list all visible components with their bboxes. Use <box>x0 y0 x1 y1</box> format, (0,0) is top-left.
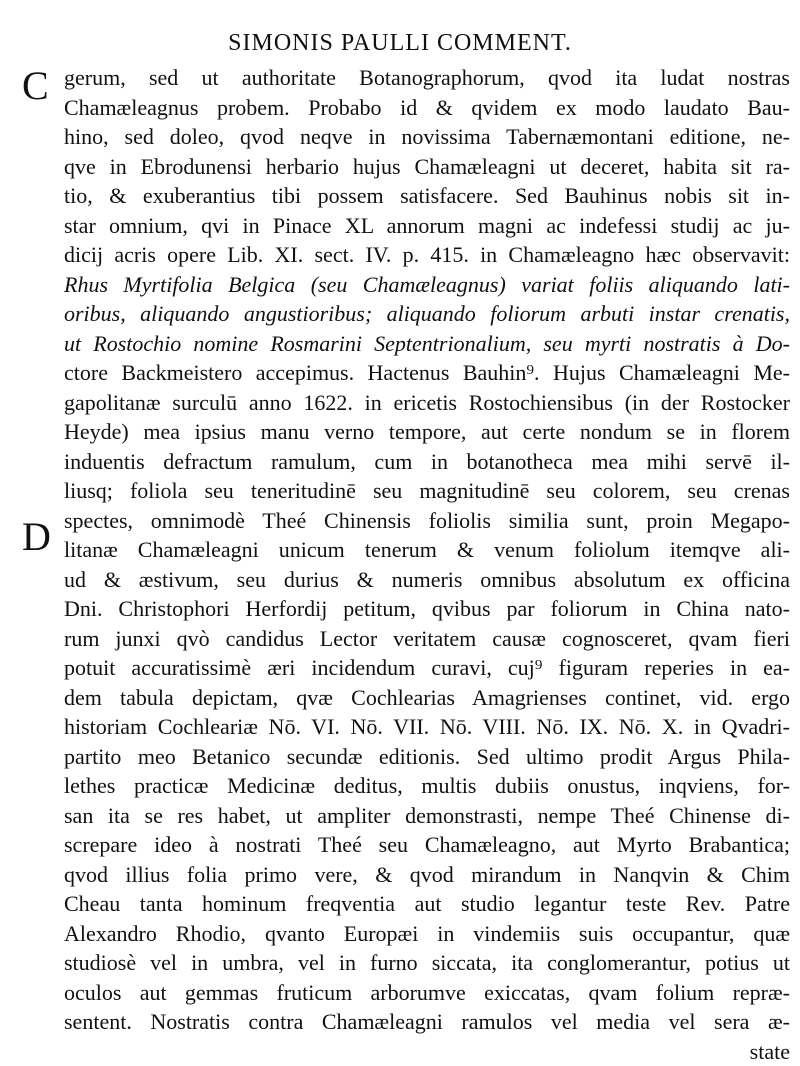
text-line: ut Rostochio nomine Rosmarini Septentrionalium, seu myrti nostratis à Do- <box>64 329 790 359</box>
text-line: hino, sed doleo, qvod neqve in novissima Tabernæmontani editione, ne- <box>64 122 790 152</box>
text-line: Cheau tanta hominum freqventia aut studio legantur teste Rev. Patre <box>64 889 790 919</box>
text-line: partito meo Betanico secundæ editionis. Sed ultimo prodit Argus Phila- <box>64 742 790 772</box>
text-line: star omnium, qvi in Pinace XL annorum magni ac indefessi studij ac ju- <box>64 211 790 241</box>
text-line: gerum, sed ut authoritate Botanographorum, qvod ita ludat nostras <box>64 63 790 93</box>
text-line: Alexandro Rhodio, qvanto Europæi in vindemiis suis occupantur, quæ <box>64 919 790 949</box>
text-line: ud & æstivum, seu durius & numeris omnibus absolutum ex officina <box>64 565 790 595</box>
text-line: Dni. Christophori Herfordij petitum, qvibus par foliorum in China nato- <box>64 594 790 624</box>
text-line: qve in Ebrodunensi herbario hujus Chamæleagni ut deceret, habita sit ra- <box>64 152 790 182</box>
text-line: induentis defractum ramulum, cum in botanotheca mea mihi servē il- <box>64 447 790 477</box>
text-line: Chamæleagnus probem. Probabo id & qvidem ex modo laudato Bau- <box>64 93 790 123</box>
text-line: qvod illius folia primo vere, & qvod mirandum in Nanqvin & Chim <box>64 860 790 890</box>
text-line: dicij acris opere Lib. XI. sect. IV. p. 415. in Chamæleagno hæc observavit: <box>64 240 790 270</box>
text-line: studiosè vel in umbra, vel in furno siccata, ita conglomerantur, potius ut <box>64 948 790 978</box>
text-line: tio, & exuberantius tibi possem satisfacere. Sed Bauhinus nobis sit in- <box>64 181 790 211</box>
text-line: sentent. Nostratis contra Chamæleagni ramulos vel media vel sera æ- <box>64 1007 790 1037</box>
text-line: rum junxi qvò candidus Lector veritatem causæ cognosceret, qvam fieri <box>64 624 790 654</box>
text-line: oculos aut gemmas fruticum arborumve exiccatas, qvam folium repræ- <box>64 978 790 1008</box>
text-line: san ita se res habet, ut ampliter demonstrasti, nempe Theé Chinense di- <box>64 801 790 831</box>
running-header: SIMONIS PAULLI COMMENT. <box>0 30 800 56</box>
text-line: liusq; foliola seu teneritudinē seu magnitudinē seu colorem, seu crenas <box>64 476 790 506</box>
text-line: historiam Cochleariæ Nō. VI. Nō. VII. Nō. VIII. Nō. IX. Nō. X. in Qvadri- <box>64 712 790 742</box>
text-line: ctore Backmeistero accepimus. Hactenus Bauhin⁹. Hujus Chamæleagni Me- <box>64 358 790 388</box>
body-text <box>64 63 790 1066</box>
text-line: Rhus Myrtifolia Belgica (seu Chamæleagnus) variat foliis aliquando lati- <box>64 270 790 300</box>
text-line: dem tabula depictam, qvæ Cochlearias Amagrienses continet, vid. ergo <box>64 683 790 713</box>
text-line: litanæ Chamæleagni unicum tenerum & venum foliolum itemqve ali- <box>64 535 790 565</box>
margin-letter-c: C <box>22 66 49 106</box>
margin-letter-d: D <box>22 517 51 557</box>
text-line: oribus, aliquando angustioribus; aliquando foliorum arbuti instar crenatis, <box>64 299 790 329</box>
text-line: potuit accuratissimè æri incidendum curavi, cuj⁹ figuram reperies in ea- <box>64 653 790 683</box>
catchword: state <box>64 1037 790 1066</box>
text-line: Heyde) mea ipsius manu verno tempore, aut certe nondum se in florem <box>64 417 790 447</box>
text-line: gapolitanæ surculū anno 1622. in ericetis Rostochiensibus (in der Rostocker <box>64 388 790 418</box>
text-line: lethes practicæ Medicinæ deditus, multis dubiis onustus, inqviens, for- <box>64 771 790 801</box>
text-line: spectes, omnimodè Theé Chinensis foliolis similia sunt, proin Megapo- <box>64 506 790 536</box>
text-line: screpare ideo à nostrati Theé seu Chamæleagno, aut Myrto Brabantica; <box>64 830 790 860</box>
